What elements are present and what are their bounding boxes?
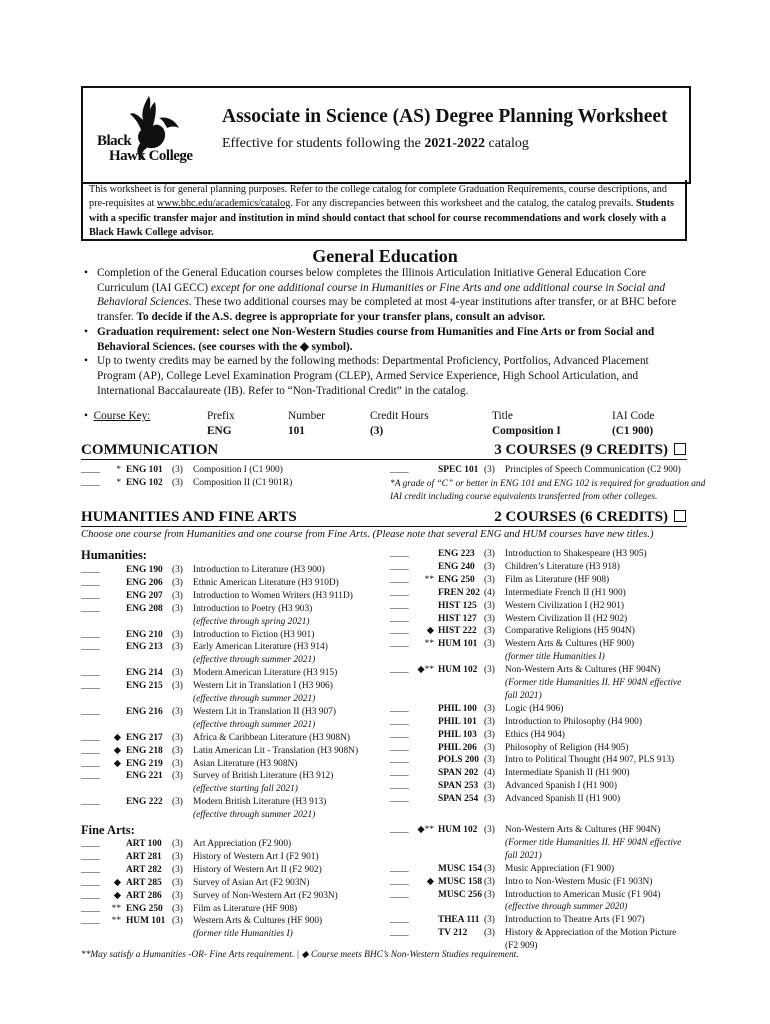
course-credits: (3) [484,561,495,572]
course-code: SPAN 253 [438,781,479,792]
course-code: TV 212 [438,928,468,939]
course-code: THEA 111 [438,915,480,926]
course-title: Art Appreciation (F2 900) [193,839,292,849]
humanities-requirement: 2 COURSES (6 CREDITS) [494,509,686,526]
course-code: PHIL 101 [438,716,477,727]
general-education-heading: General Education [312,246,458,266]
course-title: Advanced Spanish I (H1 900) [505,781,617,792]
course-credits: (3) [484,794,495,805]
course-title: Modern American Literature (H3 915) [193,668,338,679]
course-credits: (3) [172,864,183,875]
course-blank[interactable]: ____ [390,729,409,740]
course-blank[interactable]: ____ [390,716,409,727]
course-code: ENG 101 [126,465,163,475]
communication-heading: COMMUNICATION [81,442,219,458]
course-title: History & Appreciation of the Motion Picture [505,928,677,939]
course-title: Introduction to Women Writers (H3 911D) [193,590,353,601]
course-blank[interactable]: ____ [390,587,409,598]
course-title: Logic (H4 906) [505,703,564,714]
course-code: HUM 101 [438,639,478,650]
course-blank[interactable]: ____ [81,890,100,901]
course-blank[interactable]: ____ [81,877,100,888]
course-marker: ◆ [426,626,434,637]
course-marker: ** [424,574,434,585]
course-title: Introduction to Literature (H3 900) [193,565,325,575]
course-code: ENG 208 [126,603,163,614]
course-code: ENG 218 [126,745,163,756]
course-code: HIST 125 [438,600,477,611]
course-code: ENG 210 [126,629,163,640]
course-title: Asian Literature (H3 908N) [193,758,298,769]
course-code: ENG 219 [126,758,163,769]
course-title: Intermediate French II (H1 900) [505,587,626,598]
course-credits: (3) [172,706,183,717]
course-title: Western Civilization II (H2 902) [505,613,628,624]
course-code: ENG 217 [126,732,163,743]
course-title: Introduction to Theatre Arts (F1 907) [505,915,645,926]
course-title: Ethics (H4 904) [505,729,565,740]
course-credits: (4) [484,768,495,779]
course-code: ENG 102 [126,478,163,489]
logo-text-black: Black [97,133,132,149]
course-credits: (3) [172,668,183,679]
course-code: POLS 200 [438,755,479,766]
course-title: Non-Western Arts & Cultures (HF 904N) [505,665,661,676]
course-code: MUSC 158 [438,876,483,887]
course-code: SPAN 254 [438,794,479,805]
course-code: ENG 206 [126,577,163,588]
footnote: **May satisfy a Humanities -OR- Fine Arts requirement. | ◆ Course meets BHC’s Non-Western Studies requirement. [81,950,519,960]
course-credits: (3) [172,890,183,901]
course-credits: (3) [484,755,495,766]
course-title: Introduction to Fiction (H3 901) [193,629,315,640]
course-title: Music Appreciation (F1 900) [505,863,615,874]
course-title: Intro to Political Thought (H4 907, PLS 913) [505,755,675,766]
humanities-heading: HUMANITIES AND FINE ARTS [81,509,297,525]
course-marker: ◆ [426,876,434,887]
course-blank[interactable]: ____ [81,758,100,769]
course-credits: (3) [484,825,495,835]
course-credits: (3) [172,732,183,743]
course-blank[interactable]: ____ [81,565,100,575]
course-blank[interactable]: ____ [390,915,409,926]
course-title: Africa & Caribbean Literature (H3 908N) [193,732,350,743]
course-code: HUM 102 [438,665,478,676]
course-title: (effective through summer 2021) [193,694,316,704]
course-blank[interactable]: ____ [81,668,100,679]
course-code: ENG 221 [126,771,163,782]
course-credits: (3) [484,915,495,926]
course-code: ART 286 [126,890,162,901]
page-title: Associate in Science (AS) Degree Planning Worksheet [222,106,668,127]
course-credits: (3) [172,916,183,927]
course-blank[interactable]: ____ [390,561,409,572]
course-code: HUM 101 [126,916,166,927]
course-marker: ** [424,639,434,650]
catalog-year: 2021-2022 [424,136,485,151]
course-credits: (3) [172,642,183,653]
fine-arts-label: Fine Arts: [81,823,135,837]
course-blank[interactable]: ____ [390,781,409,792]
course-title: Advanced Spanish II (H1 900) [505,794,621,805]
course-title: Film as Literature (HF 908) [193,903,298,914]
course-title: Intro to Non-Western Music (F1 903N) [505,876,653,887]
course-title: fall 2021) [505,850,542,861]
course-code: ENG 216 [126,706,163,717]
course-credits: (3) [172,771,183,782]
course-blank[interactable]: ____ [81,916,100,927]
humanities-checkbox[interactable] [674,510,686,522]
course-title: (effective through summer 2020) [505,902,628,913]
course-key: • Course Key: Prefix Number Credit Hours Title IAI Code ENG 101 (3) Composition I (C1 900) [84,410,655,437]
course-blank[interactable]: ____ [390,928,409,939]
course-credits: (3) [172,565,183,575]
humanities-label: Humanities: [81,548,147,562]
course-blank[interactable]: ____ [390,794,409,805]
course-code: PHIL 100 [438,703,477,714]
course-credits: (3) [484,549,495,559]
course-credits: (3) [484,613,495,624]
bullet-gecc: • Completion of the General Education courses below completes the Illinois Articulation Initiative General Education Core Curriculum (IAI GECC) except for one additional course in Humanities or Fine Arts and one additional course in Social and Behavioral Sciences. These two additional courses may be completed at most 4-year institutions after transfer, or at BHC before transfer. To decide if the A.S. degree is appropriate for your transfer plans, consult an advisor. [84,266,684,325]
course-blank[interactable]: ____ [390,889,409,900]
course-code: SPAN 202 [438,768,479,779]
course-credits: (3) [172,603,183,614]
course-credits: (3) [484,742,495,753]
communication-requirement: 3 COURSES (9 CREDITS) [494,442,686,459]
course-credits: (3) [484,876,495,887]
course-credits: (3) [172,681,183,692]
course-blank[interactable]: ____ [81,706,100,717]
bullet-credit-methods: • Up to twenty credits may be earned by the following methods: Departmental Proficiency, Portfolios, Advanced Placement Program (AP), College Level Examination Program (CLEP), Armed Service Experience, High School Articulation, and International Baccalaureate (IB). Refer to “Non-Traditional Credit” in the catalog. [84,354,684,398]
course-title: Comparative Religions (H5 904N) [505,626,635,637]
course-blank[interactable]: ____ [390,574,409,585]
course-marker: ◆** [417,665,434,676]
intro-paragraph: This worksheet is for general planning purposes. Refer to the college catalog for complete Graduation Requirements, course descriptions, and pre-requisites at www.bhc.edu/academics/catalog. For any discrepancies between this worksheet and the catalog, the catalog prevails. Students with a specific transfer major and institution in mind should contact that school for course recommendations and work closely with a Black Hawk College advisor. [81,180,687,241]
course-code: ENG 250 [126,903,163,914]
communication-checkbox[interactable] [674,443,686,455]
course-title: (former title Humanities I) [505,652,605,663]
course-blank[interactable]: ____ [81,577,100,588]
catalog-link[interactable]: www.bhc.edu/academics/catalog [156,198,291,210]
course-credits: (3) [484,928,495,939]
course-blank[interactable]: ____ [390,465,409,475]
general-education-bullets [84,266,684,398]
course-blank[interactable]: ____ [81,629,100,640]
course-code: ENG 223 [438,549,475,559]
course-title: Western Lit in Translation II (H3 907) [193,706,336,717]
course-marker: ◆** [417,825,434,835]
course-credits: (3) [484,781,495,792]
course-title: Ethnic American Literature (H3 910D) [193,577,339,588]
course-title: Early American Literature (H3 914) [193,642,328,653]
course-title: Introduction to American Music (F1 904) [505,889,661,900]
course-title: fall 2021) [505,690,542,701]
course-credits: (3) [484,889,495,900]
course-credits: (3) [484,863,495,874]
course-code: HIST 222 [438,626,477,637]
course-credits: (3) [484,600,495,611]
course-credits: (3) [172,577,183,588]
course-credits: (3) [484,574,495,585]
course-code: ART 100 [126,839,162,849]
course-blank[interactable]: ____ [81,851,100,862]
course-credits: (3) [172,797,183,808]
course-credits: (3) [172,758,183,769]
course-code: HUM 102 [438,825,478,835]
course-blank[interactable]: ____ [390,626,409,637]
course-code: ENG 215 [126,681,163,692]
course-title: Survey of Asian Art (F2 903N) [193,877,310,888]
course-blank[interactable]: ____ [81,903,100,914]
course-credits: (3) [172,903,183,914]
course-title: History of Western Art I (F2 901) [193,851,319,862]
course-code: ENG 250 [438,574,475,585]
course-code: MUSC 256 [438,889,483,900]
course-title: Latin American Lit - Translation (H3 908N) [193,745,359,756]
course-marker: ** [111,903,121,914]
course-blank[interactable]: ____ [81,839,100,849]
course-blank[interactable]: ____ [81,478,100,489]
course-marker: ◆ [113,877,121,888]
course-credits: (3) [172,478,183,489]
course-blank[interactable]: ____ [390,549,409,559]
course-credits: (3) [172,851,183,862]
course-blank[interactable]: ____ [81,797,100,808]
course-marker: * [116,478,121,489]
course-title: Principles of Speech Communication (C2 900) [505,465,681,475]
course-blank[interactable]: ____ [81,745,100,756]
course-credits: (3) [172,465,183,475]
page-subtitle: Effective for students following the 2021-2022 catalog [222,136,529,151]
course-credits: (3) [484,626,495,637]
course-title: Western Arts & Cultures (HF 900) [193,916,323,927]
course-credits: (3) [484,465,495,475]
course-code: PHIL 206 [438,742,477,753]
course-credits: (3) [484,716,495,727]
communication-note-2: IAI credit including course equivalents transferred from other colleges. [390,492,658,502]
course-title: Modern British Literature (H3 913) [193,797,327,808]
course-blank[interactable]: ____ [81,681,100,692]
course-credits: (4) [484,587,495,598]
course-title: (Former title Humanities II. HF 904N effective [505,678,682,688]
course-code: PHIL 103 [438,729,477,740]
course-code: ART 285 [126,877,162,888]
course-code: ENG 207 [126,590,163,601]
course-credits: (3) [172,629,183,640]
course-code: ART 282 [126,864,162,875]
course-blank[interactable]: ____ [81,771,100,782]
course-blank[interactable]: ____ [81,465,100,475]
humanities-rule [81,526,687,527]
course-title: Survey of Non-Western Art (F2 903N) [193,890,338,901]
course-credits: (3) [484,703,495,714]
course-title: Introduction to Philosophy (H4 900) [505,716,642,727]
course-title: Western Civilization I (H2 901) [505,600,625,611]
course-credits: (3) [172,590,183,601]
course-title: (Former title Humanities II. HF 904N effective [505,837,682,848]
course-title: (F2 909) [505,941,538,952]
course-title: Non-Western Arts & Cultures (HF 904N) [505,825,661,835]
course-credits: (3) [484,729,495,740]
course-title: Survey of British Literature (H3 912) [193,771,334,782]
course-blank[interactable]: ____ [390,768,409,779]
course-blank[interactable]: ____ [390,825,409,835]
course-title: (effective starting fall 2021) [193,784,298,795]
course-title: Composition I (C1 900) [193,465,283,475]
course-blank[interactable]: ____ [390,703,409,714]
course-title: Composition II (C1 901R) [193,478,293,489]
course-credits: (3) [172,839,183,849]
course-title: Philosophy of Religion (H4 905) [505,742,629,753]
course-title: (effective through summer 2021) [193,655,316,666]
course-code: ART 281 [126,851,162,862]
course-credits: (3) [172,877,183,888]
course-marker: ◆ [113,745,121,756]
logo-text-hawk-college: Hawk College [109,148,193,164]
course-credits: (3) [484,639,495,650]
course-title: Introduction to Poetry (H3 903) [193,603,313,614]
course-code: FREN 202 [438,587,480,598]
course-blank[interactable]: ____ [390,665,409,676]
communication-rule [81,459,687,460]
course-code: ENG 190 [126,565,163,575]
course-code: ENG 240 [438,561,475,572]
course-title: Introduction to Shakespeare (H3 905) [505,549,647,559]
course-title: Film as Literature (HF 908) [505,574,610,585]
communication-note-1: *A grade of “C” or better in ENG 101 and ENG 102 is required for graduation and [390,479,706,489]
course-credits: (3) [484,665,495,676]
course-blank[interactable]: ____ [81,603,100,614]
course-title: (former title Humanities I) [193,929,293,940]
course-code: ENG 222 [126,797,163,808]
course-code: HIST 127 [438,613,477,624]
course-blank[interactable]: ____ [390,639,409,650]
course-blank[interactable]: ____ [390,742,409,753]
humanities-choose-note: Choose one course from Humanities and one course from Fine Arts. (Please note that several ENG and HUM courses have new titles.) [81,529,654,540]
course-marker: ◆ [113,758,121,769]
course-blank[interactable]: ____ [390,755,409,766]
course-blank[interactable]: ____ [81,590,100,601]
course-blank[interactable]: ____ [390,613,409,624]
course-code: SPEC 101 [438,465,479,475]
course-blank[interactable]: ____ [390,600,409,611]
course-blank[interactable]: ____ [81,732,100,743]
course-title: Intermediate Spanish II (H1 900) [505,768,630,779]
course-code: ENG 213 [126,642,163,653]
course-title: Children’s Literature (H3 918) [505,561,620,572]
course-code: MUSC 154 [438,863,483,874]
course-credits: (3) [172,745,183,756]
course-title: (effective through spring 2021) [193,616,310,627]
course-title: (effective through summer 2021) [193,719,316,730]
course-blank[interactable]: ____ [390,876,409,887]
course-marker: ◆ [113,732,121,743]
course-blank[interactable]: ____ [81,642,100,653]
course-title: Western Arts & Cultures (HF 900) [505,639,635,650]
course-title: Western Lit in Translation I (H3 906) [193,681,333,692]
course-code: ENG 214 [126,668,163,679]
bullet-graduation-requirement: • Graduation requirement: select one Non-Western Studies course from Humanities and Fine Arts or from Social and Behavioral Sciences. (see courses with the ◆ symbol). [84,325,684,354]
course-marker: ** [111,916,121,927]
course-marker: ◆ [113,890,121,901]
course-marker: * [116,465,121,475]
communication-left-list [81,464,381,494]
course-title: (effective through summer 2021) [193,810,316,821]
course-title: History of Western Art II (F2 902) [193,864,322,875]
course-blank[interactable]: ____ [390,863,409,874]
course-blank[interactable]: ____ [81,864,100,875]
